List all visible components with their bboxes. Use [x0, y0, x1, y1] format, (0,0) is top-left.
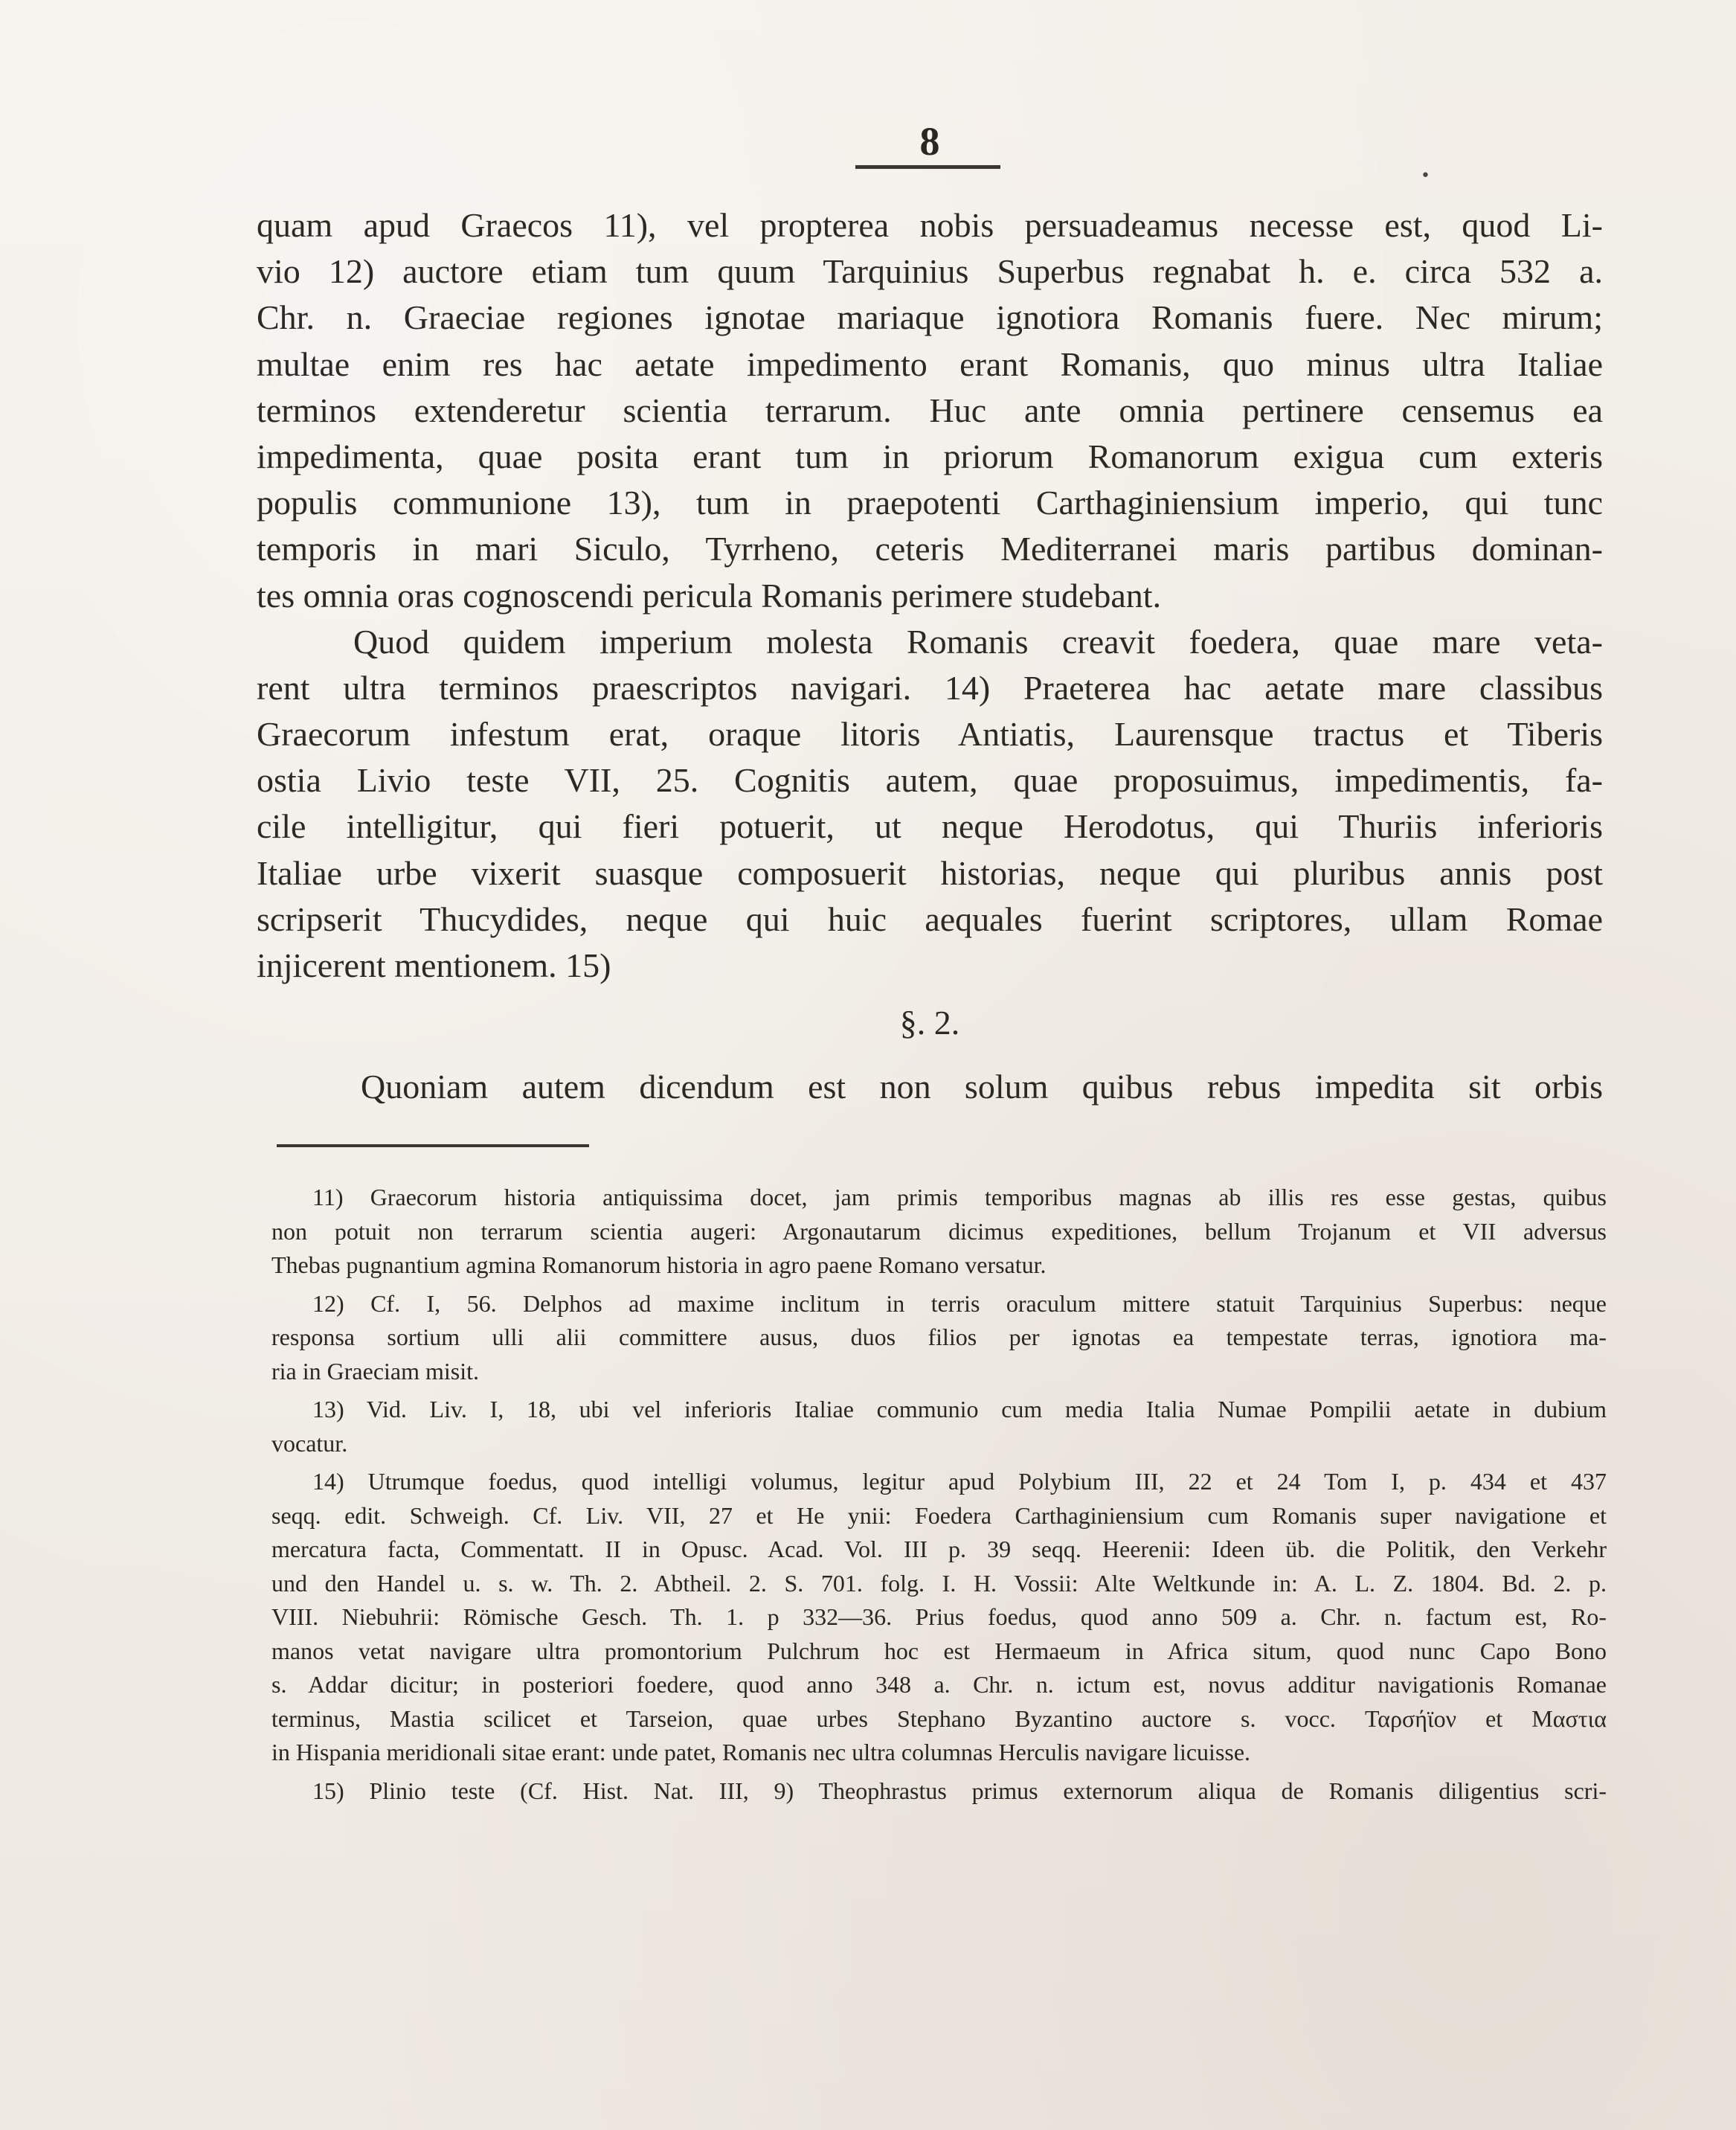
text-line: injicerent mentionem. 15): [257, 946, 611, 984]
footnote-line: s. Addar dicitur; in posteriori foedere, quod anno 348 a. Chr. n. ictum est, novus additur navigationis Romanae: [271, 1671, 1607, 1698]
footnote-line: 11) Graecorum historia antiquissima docet, jam primis temporibus magnas ab illis res esse gestas, quibus: [312, 1184, 1607, 1210]
footnote-line: vocatur.: [271, 1429, 348, 1457]
footnotes: [271, 1181, 1607, 1808]
footnote-line: non potuit non terrarum scientia augeri: Argonautarum dicimus expeditiones, bellum Trojanum et VII adversus: [271, 1217, 1607, 1245]
footnote-line: ria in Graeciam misit.: [271, 1357, 480, 1385]
footnote-line: 15) Plinio teste (Cf. Hist. Nat. III, 9) Theophrastus primus externorum aliqua de Romanis diligentius scri-: [312, 1777, 1607, 1804]
text-line: Chr. n. Graeciae regiones ignotae mariaque ignotiora Romanis fuere. Nec mirum;: [257, 298, 1603, 337]
text-line: rent ultra terminos praescriptos navigari. 14) Praeterea hac aetate mare classibus: [257, 668, 1603, 707]
footnote-14: [271, 1465, 1607, 1770]
text-line: multae enim res hac aetate impedimento erant Romanis, quo minus ultra Italiae: [257, 344, 1603, 383]
footnote-11: [271, 1181, 1607, 1283]
footnote-line: in Hispania meridionali sitae erant: unde patet, Romanis nec ultra columnas Herculis navigare licuisse.: [271, 1739, 1251, 1765]
footnote-line: mercatura facta, Commentatt. II in Opusc. Acad. Vol. III p. 39 seqq. Heerenii: Ideen üb. die Politik, den Verkehr: [271, 1536, 1607, 1562]
footnote-line: 12) Cf. I, 56. Delphos ad maxime inclitum in terris oraculum mittere statuit Tarquinius Superbus: neque: [312, 1289, 1607, 1317]
footnote-line: 14) Utrumque foedus, quod intelligi volumus, legitur apud Polybium III, 22 et 24 Tom I, p. 434 et 437: [312, 1468, 1607, 1495]
text-line: cile intelligitur, qui fieri potuerit, ut neque Herodotus, qui Thuriis inferioris: [257, 807, 1603, 846]
footnote-15: [271, 1774, 1607, 1809]
paragraph-first-line: Quod quidem imperium molesta Romanis creavit foedera, quae mare veta-: [353, 622, 1603, 661]
text-line: terminos extenderetur scientia terrarum. Huc ante omnia pertinere censemus ea: [257, 391, 1603, 429]
footnote-line: seqq. edit. Schweigh. Cf. Liv. VII, 27 et He ynii: Foedera Carthaginiensium cum Romanis super navigatione et: [271, 1501, 1607, 1529]
text-line: ostia Livio teste VII, 25. Cognitis autem, quae proposuimus, impedimentis, fa-: [257, 761, 1603, 800]
stray-mark: •: [1421, 167, 1430, 185]
text-line: scripserit Thucydides, neque qui huic aequales fuerint scriptores, ullam Romae: [257, 899, 1603, 938]
footnote-12: [271, 1287, 1607, 1389]
footnote-line: 13) Vid. Liv. I, 18, ubi vel inferioris Italiae communio cum media Italia Numae Pompilii aetate in dubium: [312, 1396, 1607, 1422]
footnote-rule: [277, 1144, 589, 1147]
page-number: 8: [919, 119, 940, 164]
section-heading: §. 2.: [899, 1004, 960, 1042]
footnote-line: terminus, Mastia scilicet et Tarseion, quae urbes Stephano Byzantino auctore s. vocc. Ταρσήϊον et Μαστια: [271, 1704, 1607, 1732]
text-line: Graecorum infestum erat, oraque litoris Antiatis, Laurensque tractus et Tiberis: [257, 715, 1603, 754]
footnote-13: [271, 1393, 1607, 1460]
main-text: [257, 202, 1603, 989]
header-rule: [855, 165, 1000, 169]
footnote-line: Thebas pugnantium agmina Romanorum historia in agro paene Romano versatur.: [271, 1251, 1047, 1278]
text-line: Italiae urbe vixerit suasque composuerit historias, neque qui pluribus annis post: [257, 853, 1603, 892]
text-line: quam apud Graecos 11), vel propterea nobis persuadeamus necesse est, quod Li-: [257, 206, 1603, 244]
text-line: impedimenta, quae posita erant tum in priorum Romanorum exigua cum exteris: [257, 437, 1603, 475]
text-line: tes omnia oras cognoscendi pericula Romanis perimere studebant.: [257, 576, 1162, 615]
footnote-line: responsa sortium ulli alii committere ausus, duos filios per ignotas ea tempestate terras, ignotiora ma-: [271, 1324, 1607, 1350]
text-line: vio 12) auctore etiam tum quum Tarquinius Superbus regnabat h. e. circa 532 a.: [257, 252, 1603, 291]
footnote-line: VIII. Niebuhrii: Römische Gesch. Th. 1. p 332—36. Prius foedus, quod anno 509 a. Chr. n. factum est, Ro-: [271, 1603, 1607, 1630]
text-line: populis communione 13), tum in praepotenti Carthaginiensium imperio, qui tunc: [257, 484, 1603, 522]
footnote-line: und den Handel u. s. w. Th. 2. Abtheil. 2. S. 701. folg. I. H. Vossii: Alte Weltkunde in: A. L. Z. 1804. Bd. 2. p.: [271, 1569, 1607, 1597]
section-first-line: Quoniam autem dicendum est non solum quibus rebus impedita sit orbis: [361, 1068, 1603, 1106]
text-line: temporis in mari Siculo, Tyrrheno, ceteris Mediterranei maris partibus dominan-: [257, 530, 1603, 568]
footnote-line: manos vetat navigare ultra promontorium Pulchrum hoc est Hermaeum in Africa situm, quod nunc Capo Bono: [271, 1637, 1607, 1664]
